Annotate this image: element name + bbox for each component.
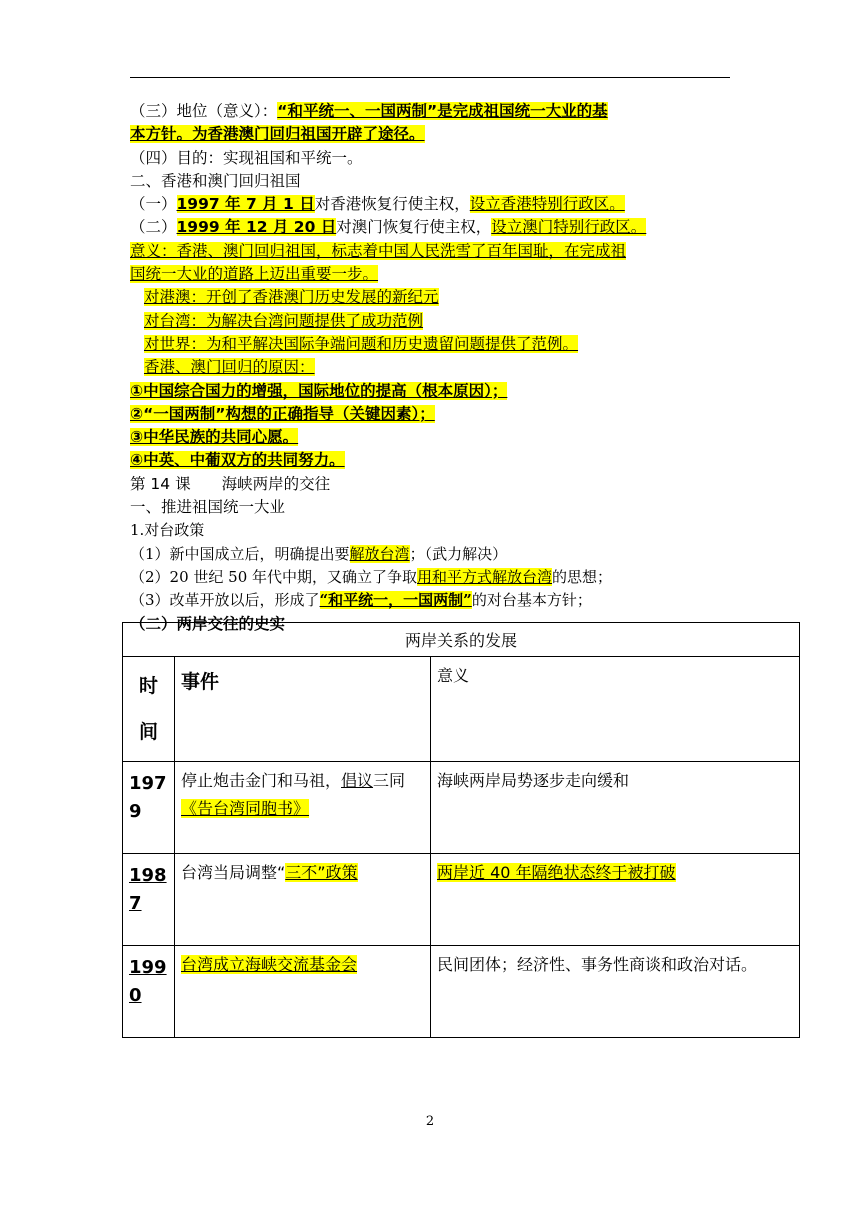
text-span: 的思想；: [552, 567, 613, 586]
year-part: 199: [129, 957, 167, 978]
highlighted-date: 1997 年 7 月 1 日: [176, 195, 315, 214]
text-line: [130, 356, 740, 379]
year-part: 7: [129, 893, 142, 914]
text-line: [130, 426, 740, 449]
subsection-heading: 1.对台政策: [130, 521, 205, 540]
year-cell: [123, 854, 175, 946]
text-span: （二）: [130, 218, 177, 237]
event-text: 台湾当局调整“: [181, 863, 286, 882]
highlighted-text: 国统一大业的道路上迈出重要一步。: [130, 265, 379, 284]
lesson-title: 第 14 课 海峡两岸的交往: [130, 474, 331, 493]
highlighted-text: 香港、澳门回归的原因：: [144, 358, 315, 377]
header-time: [123, 657, 175, 762]
meaning-cell: 海峡两岸局势逐步走向缓和: [431, 762, 800, 854]
section-heading: 一、推进祖国统一大业: [130, 498, 286, 517]
text-line: [130, 286, 740, 309]
event-text: 停止炮击金门和马祖，: [181, 771, 342, 790]
table-row: [123, 854, 800, 946]
page-number: 2: [425, 1114, 435, 1129]
text-line: [130, 449, 740, 472]
text-line: [130, 100, 740, 123]
text-span: （三）地位（意义）：: [130, 102, 278, 120]
document-body: [130, 100, 740, 636]
text-line: [130, 543, 740, 566]
table-caption: 两岸关系的发展: [123, 623, 800, 657]
text-line: [130, 310, 740, 333]
event-cell: [175, 762, 431, 854]
highlighted-text: 三不”政策: [285, 863, 358, 882]
relations-table: [122, 622, 800, 1038]
header-time-part: 时: [138, 675, 158, 697]
event-cell: [175, 854, 431, 946]
text-line: [130, 240, 740, 263]
subsection-heading: （二）两岸交往的史实: [130, 614, 286, 633]
table-header-row: [123, 657, 800, 762]
text-line: [130, 566, 740, 589]
text-line: [130, 123, 740, 146]
text-span: ；（武力解决）: [409, 544, 508, 563]
section-heading: 二、香港和澳门回归祖国: [130, 171, 301, 190]
highlighted-text: 解放台湾: [349, 544, 410, 563]
table-row: [123, 946, 800, 1038]
event-text: 倡议: [341, 771, 374, 790]
year-part: 0: [129, 985, 142, 1006]
meaning-cell: 民间团体；经济性、事务性商谈和政治对话。: [431, 946, 800, 1038]
highlighted-text: 对港澳：开创了香港澳门历史发展的新纪元: [144, 288, 439, 307]
highlighted-text: ③中华民族的共同心愿。: [130, 428, 299, 447]
text-line: [130, 216, 740, 239]
highlighted-text: ②“一国两制”构想的正确指导（关键因素）；: [130, 404, 435, 423]
meaning-cell: [431, 854, 800, 946]
table-row: [123, 762, 800, 854]
text-line: [130, 333, 740, 356]
year-part: 198: [129, 865, 167, 886]
text-span: 对香港恢复行使主权，: [314, 195, 470, 214]
text-line: [130, 380, 740, 403]
year-part: 9: [129, 801, 142, 822]
highlighted-text: 对台湾：为解决台湾问题提供了成功范例: [144, 311, 424, 330]
text-line: [130, 589, 740, 612]
highlighted-text: 对世界：为和平解决国际争端问题和历史遗留问题提供了范例。: [144, 334, 579, 353]
highlighted-date: 1999 年 12 月 20 日: [176, 218, 337, 237]
highlighted-text: 台湾成立海峡交流基金会: [181, 955, 358, 974]
highlighted-text: 两岸近 40 年隔绝状态终于被打破: [437, 863, 676, 882]
highlighted-text: 意义：香港、澳门回归祖国，标志着中国人民洗雪了百年国耻，在完成祖: [130, 241, 627, 260]
text-span: （一）: [130, 195, 177, 214]
year-part: 197: [129, 773, 167, 794]
highlighted-text: 设立香港特别行政区。: [469, 195, 625, 214]
event-cell: [175, 946, 431, 1038]
highlighted-text: 设立澳门特别行政区。: [491, 218, 647, 237]
text-line: [130, 263, 740, 286]
highlighted-text: ①中国综合国力的增强，国际地位的提高（根本原因）；: [130, 381, 508, 400]
text-line: [130, 193, 740, 216]
header-time-part: 间: [138, 721, 158, 743]
header-event: 事件: [175, 657, 431, 762]
text-line: [130, 403, 740, 426]
header-meaning: 意义: [431, 657, 800, 762]
year-cell: [123, 946, 175, 1038]
event-text: 三同: [373, 771, 406, 790]
highlighted-text: “和平统一、一国两制”是完成祖国统一大业的基: [277, 102, 608, 120]
highlighted-text: “和平统一，一国两制”: [319, 591, 472, 610]
header-rule: [130, 77, 730, 78]
table-caption-row: [123, 623, 800, 657]
highlighted-text: ④中英、中葡双方的共同努力。: [130, 451, 345, 470]
highlighted-text: 本方针。为香港澳门回归祖国开辟了途径。: [130, 125, 425, 144]
highlighted-text: 用和平方式解放台湾: [417, 567, 553, 586]
text-span: （1）新中国成立后，明确提出要: [130, 544, 350, 563]
highlighted-text: 《告台湾同胞书》: [181, 799, 310, 818]
text-span: （2）20 世纪 50 年代中期，又确立了争取: [130, 567, 418, 586]
year-cell: [123, 762, 175, 854]
text-line: （四）目的：实现祖国和平统一。: [130, 148, 363, 167]
text-span: 对澳门恢复行使主权，: [336, 218, 492, 237]
text-span: （3）改革开放以后，形成了: [130, 591, 320, 610]
text-span: 的对台基本方针；: [471, 591, 592, 610]
